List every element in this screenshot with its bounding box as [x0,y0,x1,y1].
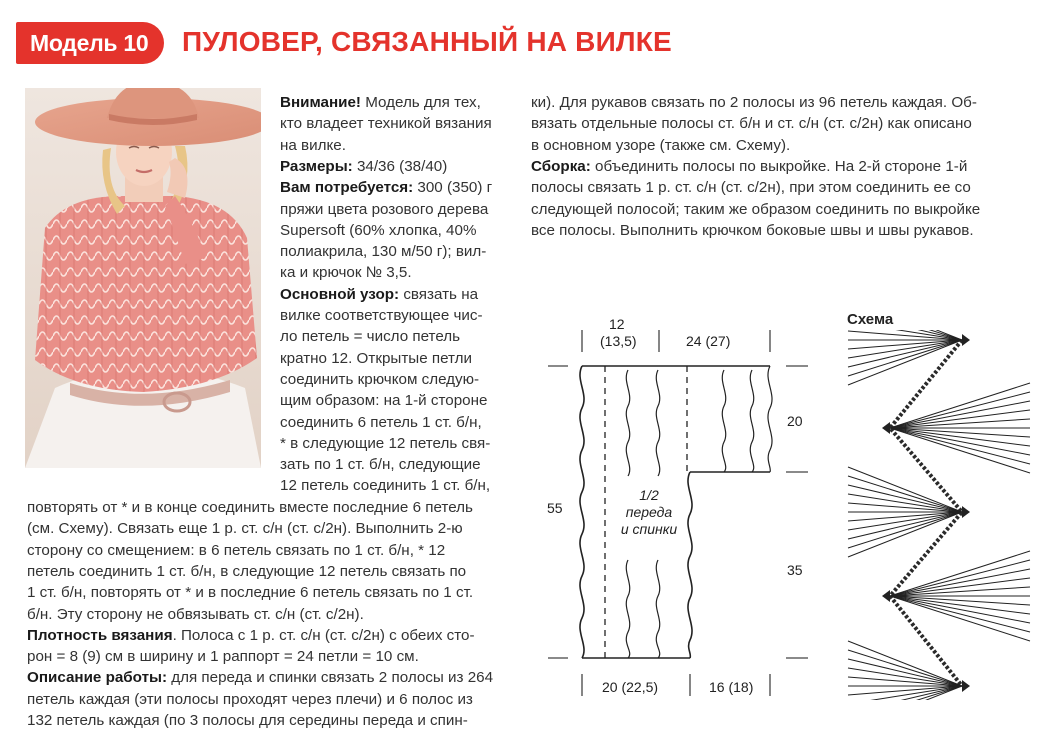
text-line: петель каждая (эти полосы проходят через плечи) и 6 полос из [27,690,473,708]
dim-top-left-b: (13,5) [600,333,637,349]
text-line: (см. Схему). Связать еще 1 р. ст. с/н (ст. с/2н). Выполнить 2-ю [27,520,463,538]
text-line: на вилке. [280,136,346,154]
scheme-stroke [848,340,962,376]
scheme-stroke [848,686,962,700]
text-line: Внимание! Модель для тех, [280,94,481,111]
dim-top-left-a: 12 [609,316,625,332]
text-line: сторону со смещением: в 6 петель связать по 1 ст. б/н, * 12 [27,541,446,559]
text-line: все полосы. Выполнить крючком боковые швы и швы рукавов. [531,221,974,239]
model-photo [25,88,261,468]
text-line: Описание работы: для переда и спинки связать 2 полосы из 264 [27,669,494,687]
scheme-stroke [890,428,1030,446]
bold-term: Вам потребуется: [280,179,414,197]
text-line: рон = 8 (9) см в ширину и 1 раппорт = 24 петли = 10 см. [27,648,419,666]
scheme-stroke [890,596,1030,614]
scheme-stroke [890,392,1030,428]
center-label-line: переда [625,504,673,520]
scheme-stroke [848,340,962,358]
dim-bottom-left: 20 (22,5) [602,679,659,695]
scheme-stroke [890,428,1030,464]
scheme-stroke [848,512,962,530]
dim-right-bottom: 35 [787,562,803,578]
scheme-stroke [962,506,970,518]
text-line: 132 петель каждая (по 3 полосы для середины переда и спин- [27,712,468,729]
text-line: Вам потребуется: 300 (350) г [280,179,493,197]
center-label-line: и спинки [620,521,678,537]
text-line: ки). Для рукавов связать по 2 полосы из 96 петель каждая. Об- [531,94,977,111]
text-line: * в следующие 12 петель свя- [280,434,491,452]
pattern-center-label [606,487,692,538]
text-line: ло петель = число петель [280,328,461,346]
text-line: вилке соответствующее чис- [280,307,483,324]
text-line: Размеры: 34/36 (38/40) [280,157,448,175]
text-line: Основной узор: связать на [280,285,479,303]
text-line: Supersoft (60% хлопка, 40% [280,221,477,239]
bold-term: Сборка: [531,157,591,175]
scheme-title: Схема [847,311,894,328]
scheme-stroke [890,578,1030,596]
text-line: зать по 1 ст. б/н, следующие [280,456,481,474]
text-line: кто владеет техникой вязания [280,115,492,133]
text-line: 1 ст. б/н, повторять от * и в последние 6 петель связать по 1 ст. [27,584,474,602]
scheme-stroke [882,590,890,602]
scheme-diagram [840,330,1040,700]
text-line: б/н. Эту сторону не обвязывать ст. с/н (ст. с/2н). [27,605,364,623]
text-line: в основном узоре (также см. Схему). [531,136,791,154]
scheme-stroke [848,512,962,548]
scheme-stroke [848,476,962,512]
text-line: Плотность вязания. Полоса с 1 р. ст. с/н (ст. с/2н) с обеих сто- [27,626,475,644]
scheme-stroke [848,668,962,686]
scheme-stroke [882,422,890,434]
text-line: ка и крючок № 3,5. [280,264,412,282]
model-badge: Модель 10 [16,22,164,64]
scheme-stroke [890,596,1030,632]
dim-bottom-right: 16 (18) [709,679,754,695]
text-line: кратно 12. Открытые петли [280,349,472,367]
scheme-stroke [848,650,962,686]
text-line: Сборка: объединить полосы по выкройке. На 2-й стороне 1-й [531,157,968,175]
text-line: соединить 6 петель 1 ст. б/н, [280,413,482,431]
dim-left: 55 [547,500,563,516]
center-label-line: 1/2 [639,487,659,503]
text-line: соединить крючком следую- [280,370,480,388]
text-line: вязать отдельные полосы ст. б/н и ст. с/н (ст. с/2н) как описано [531,115,972,133]
text-line: щим образом: на 1-й стороне [280,392,488,410]
scheme-stroke [962,334,970,346]
bold-term: Размеры: [280,157,353,175]
bold-term: Плотность вязания [27,626,173,644]
text-line: петель соединить 1 ст. б/н, в следующие 12 петель связать по [27,562,467,580]
scheme-stroke [890,560,1030,596]
bold-term: Описание работы: [27,669,168,687]
page-title: ПУЛОВЕР, СВЯЗАННЫЙ НА ВИЛКЕ [182,26,672,57]
scheme-stroke [890,410,1030,428]
text-line: 12 петель соединить 1 ст. б/н, [280,477,491,495]
bold-term: Внимание! [280,94,361,111]
dim-top-right: 24 (27) [686,333,731,349]
dim-right-top: 20 [787,413,803,429]
text-line: повторять от * и в конце соединить вместе последние 6 петель [27,499,473,516]
text-line: следующей полосой; таким же образом соединить по выкройке [531,200,981,218]
bold-term: Основной узор: [280,285,400,303]
text-line: полиакрила, 130 м/50 г); вил- [280,243,487,261]
text-line: полосы связать 1 р. ст. с/н (ст. с/2н), при этом соединить ее со [531,179,971,197]
scheme-stroke [962,680,970,692]
scheme-stroke [848,494,962,512]
text-line: пряжи цвета розового дерева [280,200,489,218]
